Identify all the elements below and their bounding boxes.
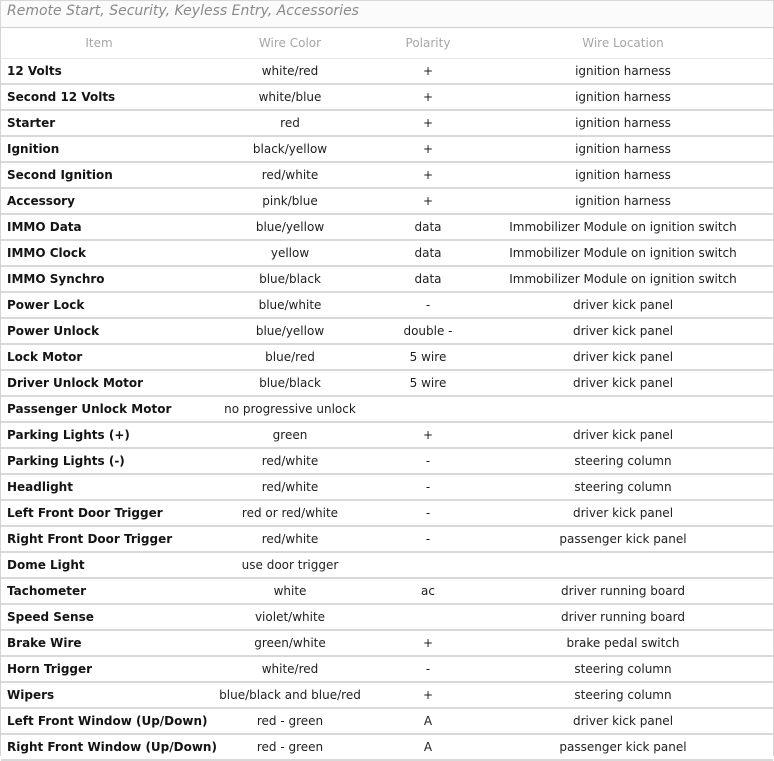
cell-wire-color: red/white: [197, 448, 383, 474]
cell-wire-color: blue/red: [197, 344, 383, 370]
cell-wire-location: ignition harness: [473, 110, 773, 136]
cell-wire-location: steering column: [473, 448, 773, 474]
cell-polarity: data: [383, 266, 473, 292]
cell-item: IMMO Data: [1, 214, 197, 240]
wiring-table: [1, 28, 773, 761]
cell-wire-location: passenger kick panel: [473, 734, 773, 760]
cell-wire-location: driver kick panel: [473, 344, 773, 370]
cell-wire-color: black/yellow: [197, 136, 383, 162]
cell-item: Brake Wire: [1, 630, 197, 656]
cell-item: Parking Lights (-): [1, 448, 197, 474]
cell-polarity: +: [383, 110, 473, 136]
cell-wire-color: red/white: [197, 474, 383, 500]
cell-wire-location: driver kick panel: [473, 318, 773, 344]
cell-wire-location: ignition harness: [473, 188, 773, 214]
header-item: Item: [1, 28, 197, 59]
cell-polarity: +: [383, 422, 473, 448]
cell-wire-color: blue/yellow: [197, 214, 383, 240]
cell-item: Second Ignition: [1, 162, 197, 188]
cell-wire-location: passenger kick panel: [473, 526, 773, 552]
cell-polarity: -: [383, 448, 473, 474]
table-row: [1, 188, 773, 214]
cell-wire-location: steering column: [473, 656, 773, 682]
cell-wire-color: white/red: [197, 59, 383, 85]
table-row: [1, 656, 773, 682]
header-polarity: Polarity: [383, 28, 473, 59]
cell-polarity: [383, 396, 473, 422]
cell-item: Dome Light: [1, 552, 197, 578]
cell-wire-location: steering column: [473, 682, 773, 708]
cell-wire-color: red/white: [197, 526, 383, 552]
cell-item: Starter: [1, 110, 197, 136]
page-title-bar: [0, 0, 774, 28]
cell-item: 12 Volts: [1, 59, 197, 85]
cell-wire-color: green: [197, 422, 383, 448]
cell-wire-location: driver kick panel: [473, 370, 773, 396]
cell-wire-location: driver running board: [473, 578, 773, 604]
cell-item: IMMO Clock: [1, 240, 197, 266]
cell-polarity: -: [383, 526, 473, 552]
table-row: [1, 552, 773, 578]
table-row: [1, 474, 773, 500]
cell-polarity: +: [383, 188, 473, 214]
table-row: [1, 526, 773, 552]
cell-wire-color: yellow: [197, 240, 383, 266]
cell-polarity: -: [383, 500, 473, 526]
cell-wire-location: driver kick panel: [473, 708, 773, 734]
wiring-table-container: [0, 28, 774, 756]
cell-wire-location: Immobilizer Module on ignition switch: [473, 266, 773, 292]
cell-polarity: +: [383, 630, 473, 656]
table-row: [1, 318, 773, 344]
table-row: [1, 630, 773, 656]
header-wire-color: Wire Color: [197, 28, 383, 59]
table-row: [1, 422, 773, 448]
cell-item: Ignition: [1, 136, 197, 162]
cell-polarity: +: [383, 162, 473, 188]
table-row: [1, 370, 773, 396]
table-header-row: [1, 28, 773, 59]
table-row: [1, 136, 773, 162]
cell-wire-color: white/red: [197, 656, 383, 682]
cell-polarity: data: [383, 214, 473, 240]
cell-item: Right Front Door Trigger: [1, 526, 197, 552]
cell-polarity: -: [383, 474, 473, 500]
table-row: [1, 240, 773, 266]
cell-wire-color: red or red/white: [197, 500, 383, 526]
cell-wire-location: brake pedal switch: [473, 630, 773, 656]
cell-item: Right Front Window (Up/Down): [1, 734, 197, 760]
cell-item: Accessory: [1, 188, 197, 214]
cell-wire-location: Immobilizer Module on ignition switch: [473, 240, 773, 266]
table-row: [1, 162, 773, 188]
table-row: [1, 578, 773, 604]
cell-wire-color: blue/white: [197, 292, 383, 318]
table-row: [1, 266, 773, 292]
page-title: Remote Start, Security, Keyless Entry, Accessories: [7, 3, 359, 19]
cell-polarity: 5 wire: [383, 344, 473, 370]
cell-wire-color: red/white: [197, 162, 383, 188]
table-row: [1, 396, 773, 422]
table-row: [1, 344, 773, 370]
cell-wire-color: red - green: [197, 708, 383, 734]
table-row: [1, 734, 773, 760]
cell-wire-color: violet/white: [197, 604, 383, 630]
cell-wire-location: ignition harness: [473, 136, 773, 162]
cell-wire-color: blue/yellow: [197, 318, 383, 344]
cell-wire-location: [473, 396, 773, 422]
cell-wire-location: [473, 552, 773, 578]
cell-item: Parking Lights (+): [1, 422, 197, 448]
cell-wire-location: Immobilizer Module on ignition switch: [473, 214, 773, 240]
cell-wire-color: green/white: [197, 630, 383, 656]
cell-polarity: 5 wire: [383, 370, 473, 396]
cell-wire-location: steering column: [473, 474, 773, 500]
table-row: [1, 84, 773, 110]
cell-wire-location: driver kick panel: [473, 292, 773, 318]
cell-wire-location: driver running board: [473, 604, 773, 630]
cell-polarity: [383, 552, 473, 578]
cell-item: Second 12 Volts: [1, 84, 197, 110]
cell-polarity: +: [383, 682, 473, 708]
cell-polarity: A: [383, 734, 473, 760]
cell-item: Passenger Unlock Motor: [1, 396, 197, 422]
cell-wire-location: driver kick panel: [473, 422, 773, 448]
cell-item: Speed Sense: [1, 604, 197, 630]
header-wire-location: Wire Location: [473, 28, 773, 59]
table-row: [1, 448, 773, 474]
table-row: [1, 59, 773, 85]
cell-item: Power Lock: [1, 292, 197, 318]
cell-wire-color: blue/black: [197, 266, 383, 292]
cell-polarity: A: [383, 708, 473, 734]
cell-item: Left Front Window (Up/Down): [1, 708, 197, 734]
cell-polarity: ac: [383, 578, 473, 604]
table-row: [1, 604, 773, 630]
cell-polarity: double -: [383, 318, 473, 344]
cell-wire-location: driver kick panel: [473, 500, 773, 526]
table-row: [1, 708, 773, 734]
cell-item: Headlight: [1, 474, 197, 500]
cell-item: IMMO Synchro: [1, 266, 197, 292]
cell-wire-color: no progressive unlock: [197, 396, 383, 422]
cell-polarity: -: [383, 656, 473, 682]
cell-wire-color: red - green: [197, 734, 383, 760]
cell-item: Horn Trigger: [1, 656, 197, 682]
cell-item: Wipers: [1, 682, 197, 708]
cell-wire-location: ignition harness: [473, 162, 773, 188]
cell-wire-color: red: [197, 110, 383, 136]
cell-polarity: [383, 604, 473, 630]
cell-item: Lock Motor: [1, 344, 197, 370]
table-row: [1, 500, 773, 526]
table-row: [1, 292, 773, 318]
cell-wire-location: ignition harness: [473, 59, 773, 85]
cell-item: Power Unlock: [1, 318, 197, 344]
table-row: [1, 214, 773, 240]
cell-wire-location: ignition harness: [473, 84, 773, 110]
table-row: [1, 682, 773, 708]
cell-item: Driver Unlock Motor: [1, 370, 197, 396]
cell-wire-color: use door trigger: [197, 552, 383, 578]
cell-polarity: data: [383, 240, 473, 266]
cell-item: Left Front Door Trigger: [1, 500, 197, 526]
cell-item: Tachometer: [1, 578, 197, 604]
cell-wire-color: white: [197, 578, 383, 604]
cell-wire-color: pink/blue: [197, 188, 383, 214]
table-row: [1, 110, 773, 136]
cell-polarity: -: [383, 292, 473, 318]
cell-wire-color: blue/black: [197, 370, 383, 396]
cell-wire-color: blue/black and blue/red: [197, 682, 383, 708]
cell-polarity: +: [383, 136, 473, 162]
cell-polarity: +: [383, 84, 473, 110]
cell-polarity: +: [383, 59, 473, 85]
cell-wire-color: white/blue: [197, 84, 383, 110]
